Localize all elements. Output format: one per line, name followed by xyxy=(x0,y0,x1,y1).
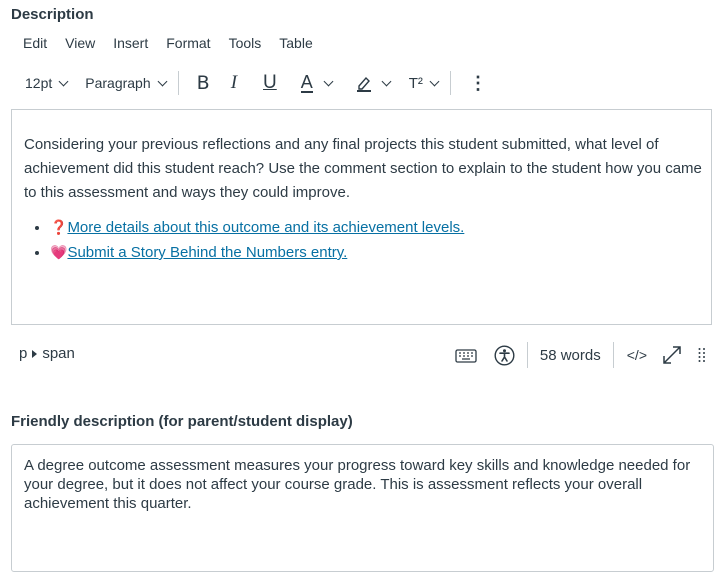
italic-icon: I xyxy=(230,72,238,93)
menu-tools[interactable]: Tools xyxy=(228,35,262,51)
word-count[interactable]: 58 words xyxy=(539,346,601,364)
menu-format[interactable]: Format xyxy=(166,35,211,51)
caret-right-icon xyxy=(32,350,37,358)
accessibility-icon[interactable] xyxy=(494,345,515,366)
friendly-description-label: Friendly description (for parent/student display) xyxy=(11,413,353,430)
list-item xyxy=(50,240,704,265)
outcome-details-link[interactable]: More details about this outcome and its achievement levels. xyxy=(67,219,465,236)
block-format-value: Paragraph xyxy=(85,75,151,91)
chevron-down-icon xyxy=(323,76,333,86)
heart-icon: 💗 xyxy=(50,244,68,260)
list-item xyxy=(50,215,704,240)
bold-icon: B xyxy=(196,72,210,94)
editor-statusbar xyxy=(11,340,712,368)
text-color-button[interactable] xyxy=(300,71,332,93)
story-entry-link[interactable]: Submit a Story Behind the Numbers entry. xyxy=(67,244,348,261)
bold-button[interactable] xyxy=(197,72,210,94)
question-mark-icon: ❓ xyxy=(50,219,68,235)
menu-edit[interactable]: Edit xyxy=(23,35,48,51)
chevron-down-icon xyxy=(59,76,69,86)
editor-menubar xyxy=(13,35,321,55)
more-options-button[interactable] xyxy=(469,73,487,94)
italic-button[interactable] xyxy=(231,72,237,94)
underline-button[interactable] xyxy=(263,72,277,94)
menu-table[interactable]: Table xyxy=(279,35,313,51)
underline-icon: U xyxy=(263,72,277,93)
editor-toolbar xyxy=(14,68,574,98)
statusbar-actions xyxy=(455,341,706,369)
text-color-icon: A xyxy=(300,71,313,92)
highlighter-icon xyxy=(356,74,373,92)
editor-paragraph: Considering your previous reflections and any final projects this student submitted, what level of achievement did this student reach? Use the comment section to explain to the student how you came to this assessment and ways they could improve. xyxy=(24,136,702,201)
superscript-button[interactable] xyxy=(409,75,438,92)
description-label: Description xyxy=(11,6,94,23)
editor-content[interactable] xyxy=(24,133,704,265)
chevron-down-icon xyxy=(429,76,439,86)
toolbar-divider xyxy=(178,71,179,95)
html-editor-toggle[interactable]: </> xyxy=(626,347,647,363)
path-root[interactable]: p xyxy=(19,345,28,362)
keyboard-icon[interactable] xyxy=(455,347,477,363)
chevron-down-icon xyxy=(381,76,391,86)
menu-insert[interactable]: Insert xyxy=(113,35,149,51)
block-format-select[interactable] xyxy=(85,75,165,91)
element-path xyxy=(19,345,75,362)
chevron-down-icon xyxy=(157,76,167,86)
path-child[interactable]: span xyxy=(42,345,75,362)
rich-text-editor[interactable] xyxy=(11,109,712,325)
font-size-value: 12pt xyxy=(25,75,53,91)
fullscreen-icon[interactable] xyxy=(661,344,683,366)
superscript-icon: T² xyxy=(408,74,423,92)
menu-view[interactable]: View xyxy=(65,35,96,51)
toolbar-divider xyxy=(450,71,451,95)
statusbar-divider xyxy=(613,342,614,368)
more-vertical-icon: ⋮ xyxy=(468,72,487,93)
resize-handle-icon[interactable] xyxy=(698,347,706,363)
font-size-select[interactable] xyxy=(25,75,67,91)
link-list xyxy=(24,215,704,265)
highlight-color-button[interactable] xyxy=(356,74,390,92)
friendly-description-textarea[interactable]: A degree outcome assessment measures your progress toward key skills and knowledge needed for your degree, but it does not affect your course grade. This is assessment reflects your overall achievement this quarter. xyxy=(11,444,714,572)
statusbar-divider xyxy=(527,342,528,368)
